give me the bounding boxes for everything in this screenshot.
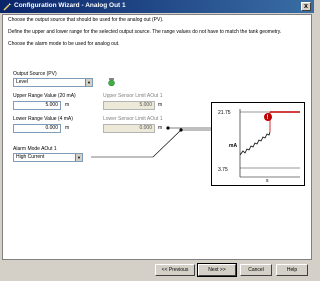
instruction-text-3: Choose the alarm mode to be used for analog out. <box>8 41 120 47</box>
next-button[interactable]: Next >> <box>198 264 236 276</box>
upper-limit-value: 5.000 <box>103 101 155 110</box>
upper-range-label: Upper Range Value (20 mA) <box>13 93 76 99</box>
lower-limit-value: 0.000 <box>103 124 155 133</box>
instruction-text-2: Define the upper and lower range for the selected output source. The range values do not have to match the tank geometry. <box>8 29 282 35</box>
diagram-y-unit-label: mA <box>229 143 238 149</box>
lower-limit-unit: m <box>158 125 163 131</box>
lower-limit-label: Lower Sensor Limit AOut 1 <box>103 116 163 122</box>
instruction-text-1: Choose the output source that should be used for the analog out (PV). <box>8 17 164 23</box>
svg-text:!: ! <box>266 115 269 122</box>
lower-range-input[interactable]: 0.000 <box>13 124 61 133</box>
help-button[interactable]: Help <box>276 264 308 276</box>
alarm-mode-label: Alarm Mode AOut 1 <box>13 146 57 152</box>
diagram-y-top-label: 21.75 <box>218 110 231 116</box>
alarm-mode-value: High Current <box>16 154 45 160</box>
lower-range-unit: m <box>65 125 70 131</box>
upper-range-input[interactable]: 5.000 <box>13 101 61 110</box>
title-bar <box>0 0 314 13</box>
wizard-icon <box>3 2 12 11</box>
chevron-down-icon[interactable]: ▼ <box>85 79 92 86</box>
cancel-button[interactable]: Cancel <box>240 264 272 276</box>
alarm-icon <box>264 113 272 121</box>
upper-range-unit: m <box>65 102 70 108</box>
upper-limit-unit: m <box>158 102 163 108</box>
previous-button[interactable]: << Previous <box>155 264 195 276</box>
lower-range-label: Lower Range Value (4 mA) <box>13 116 73 122</box>
chevron-down-icon[interactable]: ▼ <box>75 154 82 161</box>
analog-output-diagram <box>211 102 305 186</box>
window-title: Configuration Wizard - Analog Out 1 <box>14 2 126 9</box>
upper-limit-label: Upper Sensor Limit AOut 1 <box>103 93 163 99</box>
output-source-label: Output Source (PV) <box>13 71 57 77</box>
diagram-y-bottom-label: 3.75 <box>218 167 228 173</box>
wizard-page <box>2 14 312 260</box>
close-button[interactable]: x <box>301 2 311 11</box>
output-source-value: Level <box>16 79 28 85</box>
diagram-x-unit-label: s <box>266 178 269 184</box>
diagram-signal-line <box>240 132 270 155</box>
